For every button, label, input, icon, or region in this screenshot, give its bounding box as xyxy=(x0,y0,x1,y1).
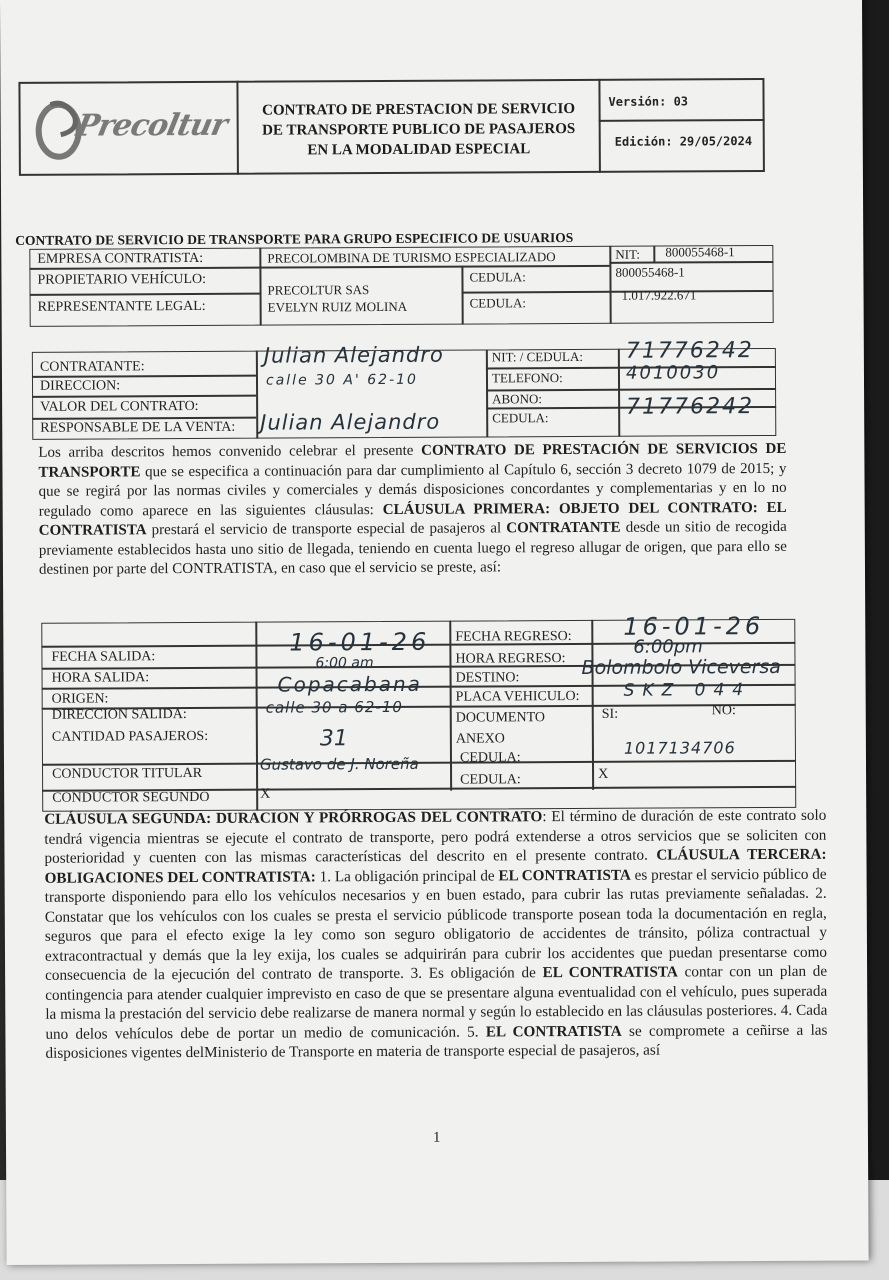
no-label: NO: xyxy=(711,703,736,719)
propietario-value: PRECOLTUR SAS xyxy=(267,282,370,298)
paragraph-run: CONTRATANTE xyxy=(506,519,621,537)
hora-regreso-value: 6:00pm xyxy=(633,636,703,658)
propietario-label: PROPIETARIO VEHÍCULO: xyxy=(37,271,207,288)
nit-label: NIT: xyxy=(615,246,641,262)
nit-cedula-label: NIT: / CEDULA: xyxy=(491,348,583,365)
cedula-label-2: CEDULA: xyxy=(469,295,526,311)
paragraph-run: EL CONTRATISTA xyxy=(542,963,678,982)
header-title xyxy=(241,99,597,161)
destino-value: Bolombolo Viceversa xyxy=(581,655,781,679)
fecha-regreso-value: 16-01-26 xyxy=(623,612,765,641)
cedula-label-3: CEDULA: xyxy=(492,410,549,426)
cedula-segundo-label: CEDULA: xyxy=(460,772,521,788)
conductor-titular-label: CONDUCTOR TITULAR xyxy=(52,765,203,782)
fecha-salida-label: FECHA SALIDA: xyxy=(51,649,156,665)
company-logo xyxy=(30,94,230,165)
cedula-titular-value: 1017134706 xyxy=(623,738,736,758)
hora-salida-value: 6:00 am xyxy=(315,655,374,672)
nit-value: 800055468-1 xyxy=(665,244,735,260)
telefono-value: 4010030 xyxy=(625,362,721,384)
cedula-value-1: 800055468-1 xyxy=(615,264,685,280)
responsable-value: Julian Alejandro xyxy=(260,409,441,435)
direccion-label: DIRECCION: xyxy=(39,378,121,394)
paragraph-run: CLÁUSULA SEGUNDA: DURACION Y PRÓRROGAS DEL CONTRATO xyxy=(44,808,543,828)
cedula-segundo-value: X xyxy=(598,766,609,782)
page-number: 1 xyxy=(432,1129,441,1146)
hora-salida-label: HORA SALIDA: xyxy=(51,670,150,686)
cantidad-pasajeros-value: 31 xyxy=(319,726,348,752)
fecha-regreso-label: FECHA REGRESO: xyxy=(455,629,572,645)
intro-paragraph xyxy=(38,440,787,580)
paragraph-run: es prestar el servicio público de transporte disponiendo para ello los vehículos necesarios y en buen estado, para cubrir las rutas previamente señaladas. 2. Constatar que los vehículos con los cuales se presta el servicio públicode transporte posean toda la documentación en regla, seguros que para el efecto exige la ley como son seguro obligatorio de accidentes de tránsito, póliza contractual y extracontractual y demás que la ley exija, los cuales se adquirirán para cubrir los accidentes que puedan presentarse como consecuencia de la ejecución del contrato de transporte. 3. Es obligación de xyxy=(44,865,828,984)
empresa-label: EMPRESA CONTRATISTA: xyxy=(37,250,204,267)
clauses-paragraph xyxy=(44,806,827,1064)
edition-text: Edición: 29/05/2024 xyxy=(614,134,753,149)
section-title: CONTRATO DE SERVICIO DE TRANSPORTE PARA GRUPO ESPECIFICO DE USUARIOS xyxy=(15,230,574,248)
title-line-3: EN LA MODALIDAD ESPECIAL xyxy=(307,141,531,159)
abono-label: ABONO: xyxy=(492,391,542,407)
paragraph-run: contar con un plan de contingencia para atender cualquier imprevisto en caso de que se presentare alguna eventualidad con el vehículo, pues superada la misma la prestación del servicio debe realizarse de manera normal y según lo establecido en las cláusulas posteriores. 4. Cada uno delos vehículos debe de portar un medio de comunicación. 5. xyxy=(45,962,828,1043)
paragraph-run: Los arriba descritos hemos convenido celebrar el presente xyxy=(38,442,422,461)
paragraph-run: CLÁUSULA TERCERA: OBLIGACIONES DEL CONTRATISTA: xyxy=(44,845,827,887)
paragraph-run: : El término de duración de este contrato solo tendrá vigencia mientras se ejecute el contrato de transporte, pero podrá extenderse a otros servicios que se soliciten con posterioridad y cuenten con las mismas características del descrito en el presente contrato. xyxy=(44,806,827,867)
title-line-1: CONTRATO DE PRESTACION DE SERVICIO xyxy=(262,100,576,119)
company-col-4 xyxy=(653,246,655,263)
cedula-titular-label: CEDULA: xyxy=(459,750,521,766)
contratante-label: CONTRATANTE: xyxy=(39,359,145,375)
cedula-value-2: 1.017.922.671 xyxy=(621,287,697,303)
representante-label: REPRESENTANTE LEGAL: xyxy=(37,298,206,315)
hora-regreso-label: HORA REGRESO: xyxy=(455,651,566,667)
representante-value: EVELYN RUIZ MOLINA xyxy=(267,298,408,315)
responsable-label: RESPONSABLE DE LA VENTA: xyxy=(40,419,236,436)
valor-label: VALOR DEL CONTRATO: xyxy=(40,398,199,415)
si-label: SI: xyxy=(601,706,619,722)
fecha-salida-value: 16-01-26 xyxy=(289,627,431,657)
direccion-salida-value: calle 30 a 62-10 xyxy=(265,697,403,717)
telefono-label: TELEFONO: xyxy=(491,370,563,386)
placa-label: PLACA VEHICULO: xyxy=(455,688,580,705)
direccion-salida-label: DIRECCION SALIDA: xyxy=(51,707,187,723)
direccion-value: calle 30 A' 62-10 xyxy=(265,371,418,389)
conductor-titular-value: Gustavo de J. Noreña xyxy=(259,754,419,774)
cedula-label-1: CEDULA: xyxy=(469,269,526,285)
paragraph-run: EL CONTRATISTA xyxy=(485,1022,622,1040)
paragraph-run: CONTRATO DE PRESTACIÓN DE SERVICIOS DE TRANSPORTE xyxy=(38,440,787,481)
paragraph-run: prestará el servicio de transporte especial de pasajeros al xyxy=(146,520,507,539)
title-line-2: DE TRANSPORTE PUBLICO DE PASAJEROS xyxy=(262,120,576,139)
version-text: Versión: 03 xyxy=(608,94,689,109)
paragraph-run: desde un sitio de recogida previamente establecidos hasta uno sitio de llegada, teniendo en cuenta luego el regreso allugar de origen, que para ello se destinen por parte del CONTRATISTA, en caso que el servicio se preste, así: xyxy=(38,518,787,578)
origen-label: ORIGEN: xyxy=(51,691,109,707)
placa-value: SKZ 044 xyxy=(623,680,752,701)
cantidad-pasajeros-label: CANTIDAD PASAJEROS: xyxy=(51,728,209,745)
destino-label: DESTINO: xyxy=(455,670,520,686)
paragraph-run: CLÁUSULA PRIMERA: OBJETO DEL CONTRATO: EL CONTRATISTA xyxy=(38,499,787,539)
anexo-label: ANEXO xyxy=(455,731,505,747)
paragraph-run: que se especifica a continuación para dar cumplimiento al Capítulo 6, sección 3 decreto 1079 de 2015; y que se regirá por las normas civiles y comerciales y demás disposiciones concordantes y complementarias y en lo no regulado como aparece en las siguientes cláusulas: xyxy=(38,460,787,520)
nit-cedula-value: 71776242 xyxy=(625,338,754,364)
origen-value: Copacabana xyxy=(277,671,422,697)
paragraph-run: 1. La obligación principal de xyxy=(315,866,499,885)
paragraph-run: EL CONTRATISTA xyxy=(498,866,631,884)
paragraph-run: se compromete a ceñirse a las disposiciones vigentes delMinisterio de Transporte en materia de transporte especial de pasajeros, así xyxy=(45,1021,828,1062)
company-col-2 xyxy=(461,266,463,325)
conductor-segundo-value: X xyxy=(260,786,271,802)
cedula-value-3: 71776242 xyxy=(626,394,755,420)
empresa-value: PRECOLOMBINA DE TURISMO ESPECIALIZADO xyxy=(267,249,556,266)
conductor-segundo-label: CONDUCTOR SEGUNDO xyxy=(52,789,210,806)
documento-label: DOCUMENTO xyxy=(455,710,546,726)
contratante-value: Julian Alejandro xyxy=(263,342,444,368)
logo-text: Precoltur xyxy=(73,107,230,144)
